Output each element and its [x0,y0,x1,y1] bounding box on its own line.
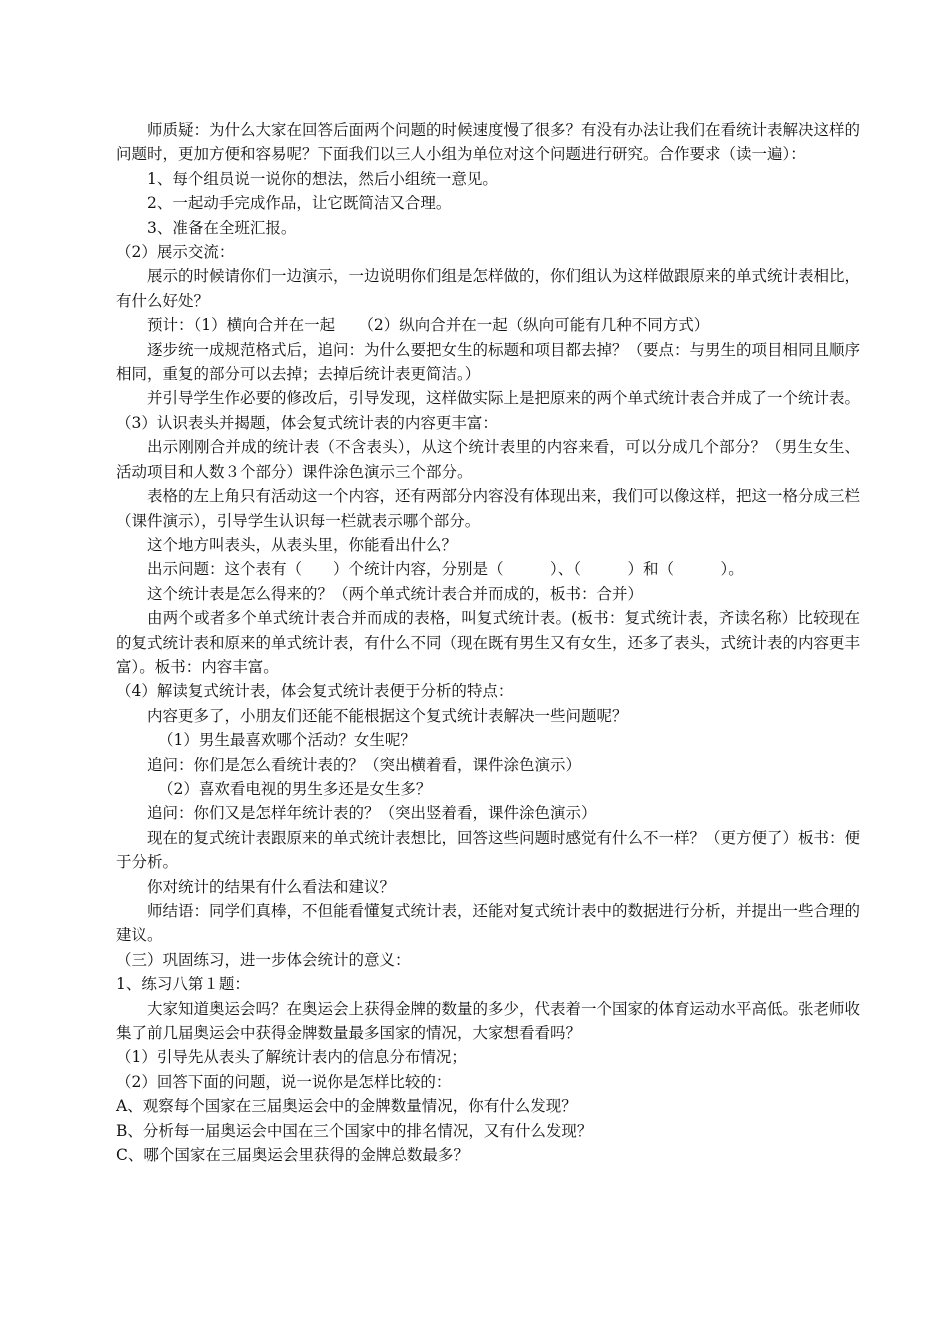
paragraph: 并引导学生作必要的修改后，引导发现，这样做实际上是把原来的两个单式统计表合并成了一个统计表。 [147,389,861,408]
paragraph: 追问：你们又是怎样年统计表的？（突出竖着看，课件涂色演示） [147,804,597,823]
list-item: 2、一起动手完成作品，让它既简洁又合理。 [147,194,452,213]
section-heading: （3）认识表头并揭题，体会复式统计表的内容更丰富： [116,413,498,432]
paragraph: 大家知道奥运会吗？在奥运会上获得金牌的数量的多少，代表着一个国家的体育运动水平高低。张老师收集了前几届奥运会中获得金牌数量最多国家的情况，大家想看看吗？ [116,999,861,1043]
question-item: B、分析每一届奥运会中国在三个国家中的排名情况，又有什么发现？ [116,1121,593,1140]
list-item: 3、准备在全班汇报。 [147,218,297,237]
question-item: （1）男生最喜欢哪个活动？女生呢？ [158,731,416,750]
list-item: （2）回答下面的问题，说一说你是怎样比较的： [116,1072,452,1091]
paragraph: 预计：（1）横向合并在一起 （2）纵向合并在一起（纵向可能有几种不同方式） [147,316,710,335]
paragraph: 你对统计的结果有什么看法和建议？ [147,877,396,896]
exercise-heading: 1、练习八第１题： [116,975,250,994]
paragraph: 逐步统一成规范格式后，追问：为什么要把女生的标题和项目都去掉？（要点：与男生的项目相同且顺序相同，重复的部分可以去掉；去掉后统计表更简洁。） [116,340,861,384]
paragraph: 展示的时候请你们一边演示，一边说明你们组是怎样做的，你们组认为这样做跟原来的单式统计表相比，有什么好处？ [116,267,861,310]
paragraph: 师质疑：为什么大家在回答后面两个问题的时候速度慢了很多？有没有办法让我们在看统计表解决这样的问题时，更加方便和容易呢？下面我们以三人小组为单位对这个问题进行研究。合作要求（读一遍）： [116,121,861,164]
section-heading: （三）巩固练习，进一步体会统计的意义： [116,950,411,969]
question-item: A、观察每个国家在三届奥运会中的金牌数量情况，你有什么发现？ [116,1097,577,1116]
paragraph: 由两个或者多个单式统计表合并而成的表格，叫复式统计表。(板书：复式统计表，齐读名称）比较现在的复式统计表和原来的单式统计表，有什么不同（现在既有男生又有女生，还多了表头，式统计表的内容更丰富）。板书：内容丰富。 [116,609,861,676]
paragraph: 追问：你们是怎么看统计表的？（突出横着看，课件涂色演示） [147,755,582,774]
list-item: （1）引导先从表头了解统计表内的信息分布情况； [116,1048,467,1067]
paragraph: 表格的左上角只有活动这一个内容，还有两部分内容没有体现出来，我们可以像这样，把这一格分成三栏（课件演示），引导学生认识每一栏就表示哪个部分。 [116,487,861,530]
paragraph: 这个统计表是怎么得来的？（两个单式统计表合并而成的，板书：合并） [147,584,644,603]
paragraph: 师结语：同学们真棒，不但能看懂复式统计表，还能对复式统计表中的数据进行分析，并提出一些合理的建议。 [116,902,861,945]
document-body [116,118,860,1167]
question-item: （2）喜欢看电视的男生多还是女生多？ [158,779,432,798]
list-item: 1、每个组员说一说你的想法，然后小组统一意见。 [147,169,498,188]
section-heading: （2）展示交流： [116,243,235,262]
section-heading: （4）解读复式统计表，体会复式统计表便于分析的特点： [116,682,514,701]
paragraph: 这个地方叫表头，从表头里，你能看出什么？ [147,535,458,554]
paragraph: 出示问题：这个表有（ ）个统计内容，分别是（ ）、（ ）和（ ）。 [147,560,744,579]
paragraph: 内容更多了，小朋友们还能不能根据这个复式统计表解决一些问题呢？ [147,706,628,725]
paragraph: 出示刚刚合并成的统计表（不含表头），从这个统计表里的内容来看，可以分成几个部分？（男生女生、活动项目和人数３个部分）课件涂色演示三个部分。 [116,438,860,481]
question-item: C、哪个国家在三届奥运会里获得的金牌总数最多？ [116,1146,469,1165]
paragraph: 现在的复式统计表跟原来的单式统计表想比，回答这些问题时感觉有什么不一样？（更方便了）板书：便于分析。 [116,828,861,872]
